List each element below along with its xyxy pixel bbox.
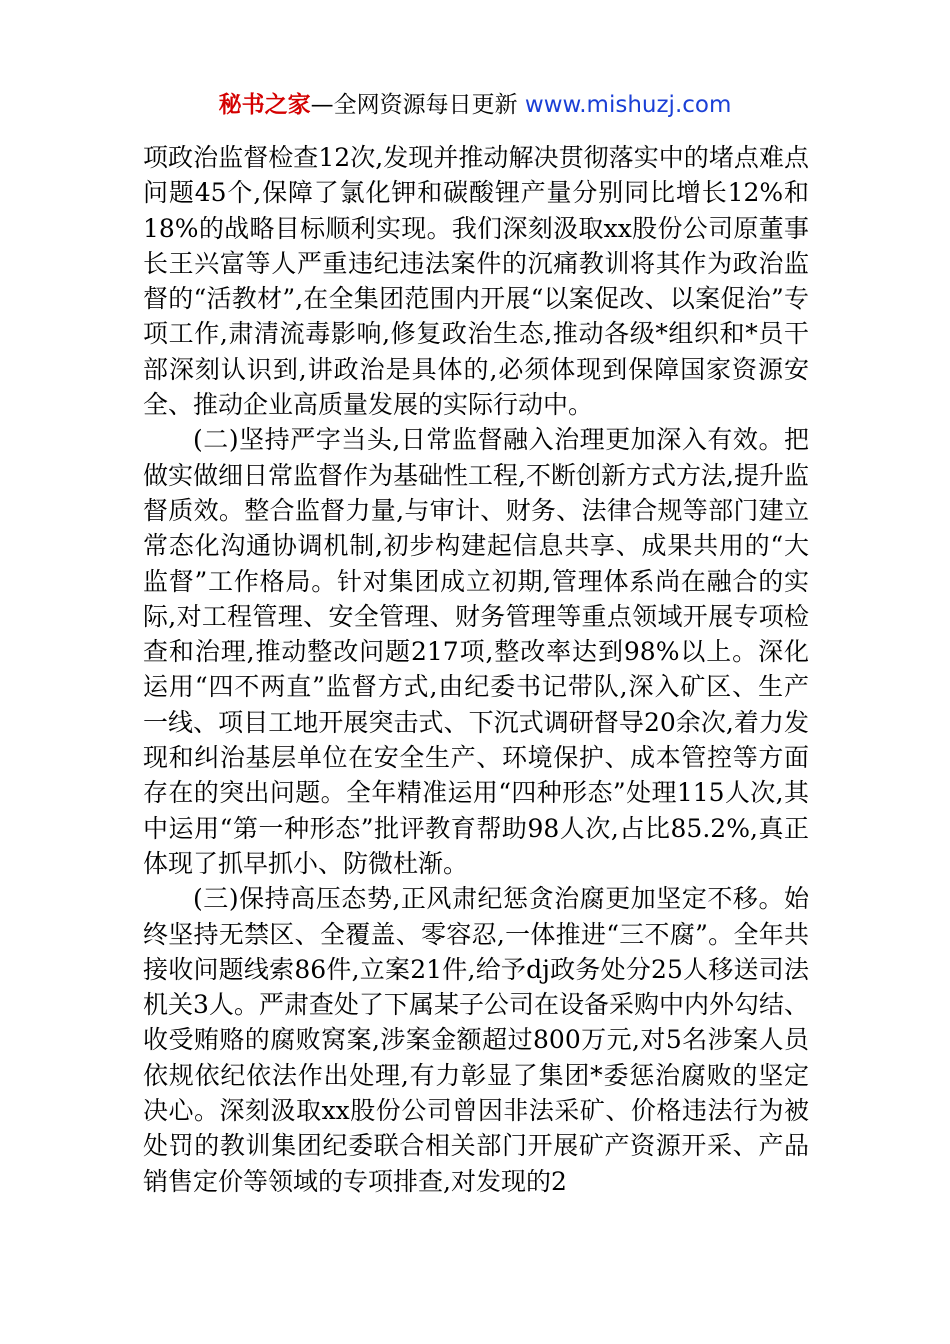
site-brand: 秘书之家	[218, 92, 311, 118]
site-tagline: —全网资源每日更新	[310, 92, 518, 118]
paragraph-anti-corruption: (三)保持高压态势,正风肃纪惩贪治腐更加坚定不移。始终坚持无禁区、全覆盖、零容忍,一体推进“三不腐”。全年共接收问题线索86件,立案21件,给予dj政务处分25人移送司法机关3人。严肃查处了下属某子公司在设备采购中内外勾结、收受贿赂的腐败窝案,涉案金额超过800万元,对5名涉案人员依规依纪依法作出处理,有力彰显了集团*委惩治腐败的坚定决心。深刻汲取xx股份公司曾因非法采矿、价格违法行为被处罚的教训集团纪委联合相关部门开展矿产资源开采、产品销售定价等领域的专项排查,对发现的2	[143, 884, 809, 1196]
paragraph-daily-supervision: (二)坚持严字当头,日常监督融入治理更加深入有效。把做实做细日常监督作为基础性工程,不断创新方式方法,提升监督质效。整合监督力量,与审计、财务、法律合规等部门建立常态化沟通协调机制,初步构建起信息共享、成果共用的“大监督”工作格局。针对集团成立初期,管理体系尚在融合的实际,对工程管理、安全管理、财务管理等重点领域开展专项检查和治理,推动整改问题217项,整改率达到98%以上。深化运用“四不两直”监督方式,由纪委书记带队,深入矿区、生产一线、项目工地开展突击式、下沉式调研督导20余次,着力发现和纠治基层单位在安全生产、环境保护、成本管控等方面存在的突出问题。全年精准运用“四种形态”处理115人次,其中运用“第一种形态”批评教育帮助98人次,占比85.2%,真正体现了抓早抓小、防微杜渐。	[143, 425, 809, 878]
document-body	[143, 140, 809, 1199]
site-url-link[interactable]: www.mishuzj.com	[524, 92, 732, 118]
paragraph-political-supervision: 项政治监督检查12次,发现并推动解决贯彻落实中的堵点难点问题45个,保障了氯化钾和碳酸锂产量分别同比增长12%和18%的战略目标顺利实现。我们深刻汲取xx股份公司原董事长王兴富等人严重违纪违法案件的沉痛教训将其作为政治监督的“活教材”,在全集团范围内开展“以案促改、以案促治”专项工作,肃清流毒影响,修复政治生态,推动各级*组织和*员干部深刻认识到,讲政治是具体的,必须体现到保障国家资源安全、推动企业高质量发展的实际行动中。	[143, 143, 809, 420]
site-header	[0, 88, 950, 122]
